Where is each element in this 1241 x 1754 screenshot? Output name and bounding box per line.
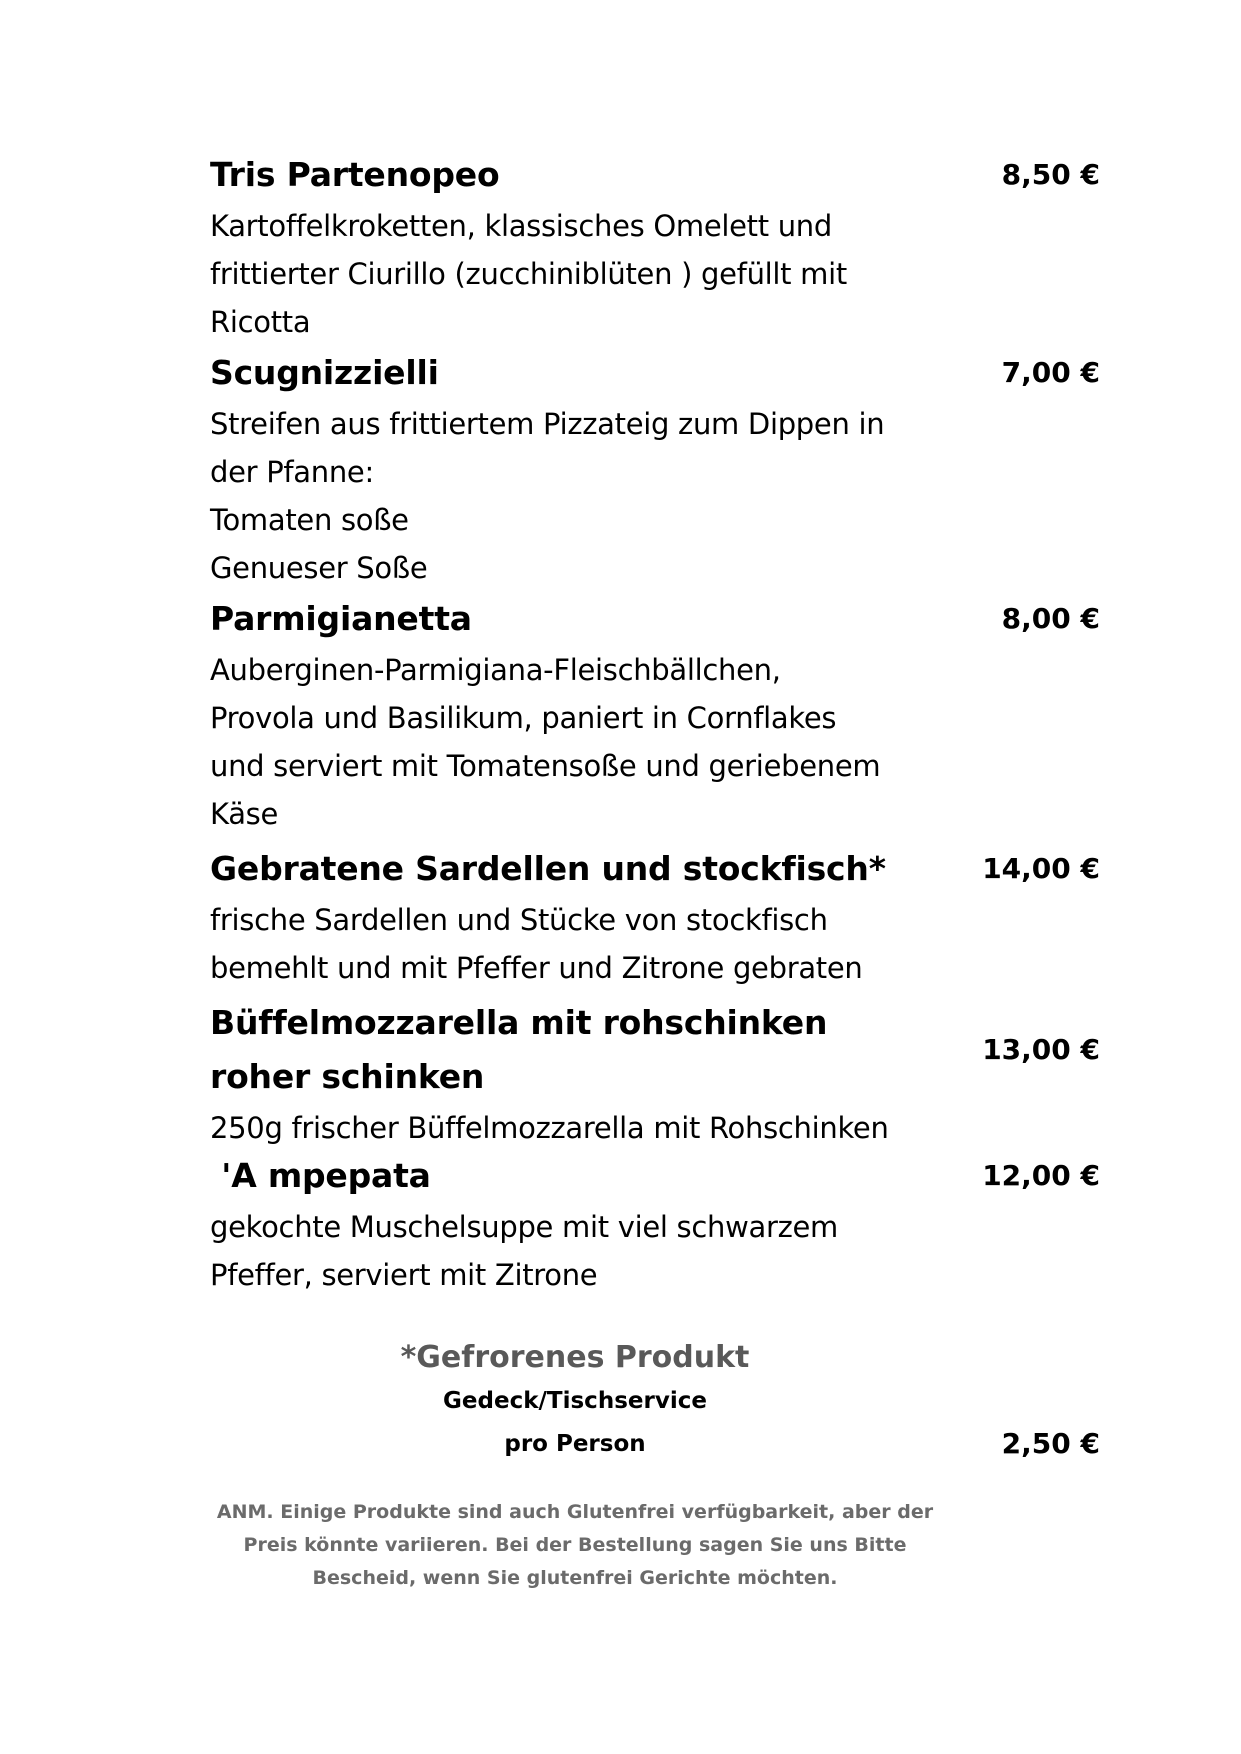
description-line: und serviert mit Tomatensoße und geriebenem <box>210 749 881 783</box>
item-price: 8,50 € <box>1001 158 1100 191</box>
item-price: 7,00 € <box>1001 356 1100 389</box>
item-description <box>210 1104 970 1152</box>
menu-item <box>210 842 1100 992</box>
menu-item <box>210 996 1100 1152</box>
description-line: Streifen aus frittiertem Pizzateig zum Dippen in <box>210 407 885 441</box>
description-line: frische Sardellen und Stücke von stockfisch <box>210 903 828 937</box>
item-description <box>210 400 970 592</box>
menu-item <box>210 148 1100 346</box>
description-line: gekochte Muschelsuppe mit viel schwarzem <box>210 1210 838 1244</box>
item-price: 14,00 € <box>982 852 1100 885</box>
description-line: Ricotta <box>210 305 311 339</box>
item-name: Scugnizzielli <box>210 353 439 392</box>
note-line: Bescheid, wenn Sie glutenfrei Gerichte möchten. <box>312 1567 838 1589</box>
description-line: 250g frischer Büffelmozzarella mit Rohschinken <box>210 1111 889 1145</box>
note-line: ANM. Einige Produkte sind auch Glutenfrei verfügbarkeit, aber der <box>216 1501 934 1523</box>
item-price: 8,00 € <box>1001 602 1100 635</box>
item-name: Gebratene Sardellen und stockfisch* <box>210 849 886 888</box>
item-price: 12,00 € <box>982 1159 1100 1192</box>
description-line: Provola und Basilikum, paniert in Cornflakes <box>210 701 837 735</box>
description-line: bemehlt und mit Pfeffer und Zitrone gebraten <box>210 951 863 985</box>
description-line: frittierter Ciurillo (zucchiniblüten ) gefüllt mit <box>210 257 847 291</box>
item-name: 'A mpepata <box>210 1156 431 1195</box>
description-line: Kartoffelkroketten, klassisches Omelett und <box>210 209 832 243</box>
description-line: Genueser Soße <box>210 551 428 585</box>
menu-item <box>210 1149 1100 1299</box>
menu-item <box>210 346 1100 592</box>
note-line: Preis könnte variieren. Bei der Bestellung sagen Sie uns Bitte <box>243 1534 907 1556</box>
item-description <box>210 646 970 838</box>
description-line: Käse <box>210 797 279 831</box>
item-name: Tris Partenopeo <box>210 155 500 194</box>
description-line: der Pfanne: <box>210 455 374 489</box>
frozen-product-note: *Gefrorenes Produkt <box>400 1340 750 1375</box>
per-person-label: pro Person <box>504 1431 646 1457</box>
item-name: Parmigianetta <box>210 599 472 638</box>
description-line: Pfeffer, serviert mit Zitrone <box>210 1258 598 1292</box>
description-line: Tomaten soße <box>210 503 409 537</box>
service-price: 2,50 € <box>1001 1427 1100 1460</box>
menu-item <box>210 592 1100 838</box>
item-description <box>210 1203 970 1299</box>
item-price: 13,00 € <box>982 1033 1100 1066</box>
item-description <box>210 202 970 346</box>
gluten-free-note <box>210 1496 940 1595</box>
service-label: Gedeck/Tischservice <box>443 1388 707 1414</box>
item-name: Büffelmozzarella mit rohschinken roher schinken <box>210 1003 828 1096</box>
description-line: Auberginen-Parmigiana-Fleischbällchen, <box>210 653 781 687</box>
item-description <box>210 896 970 992</box>
